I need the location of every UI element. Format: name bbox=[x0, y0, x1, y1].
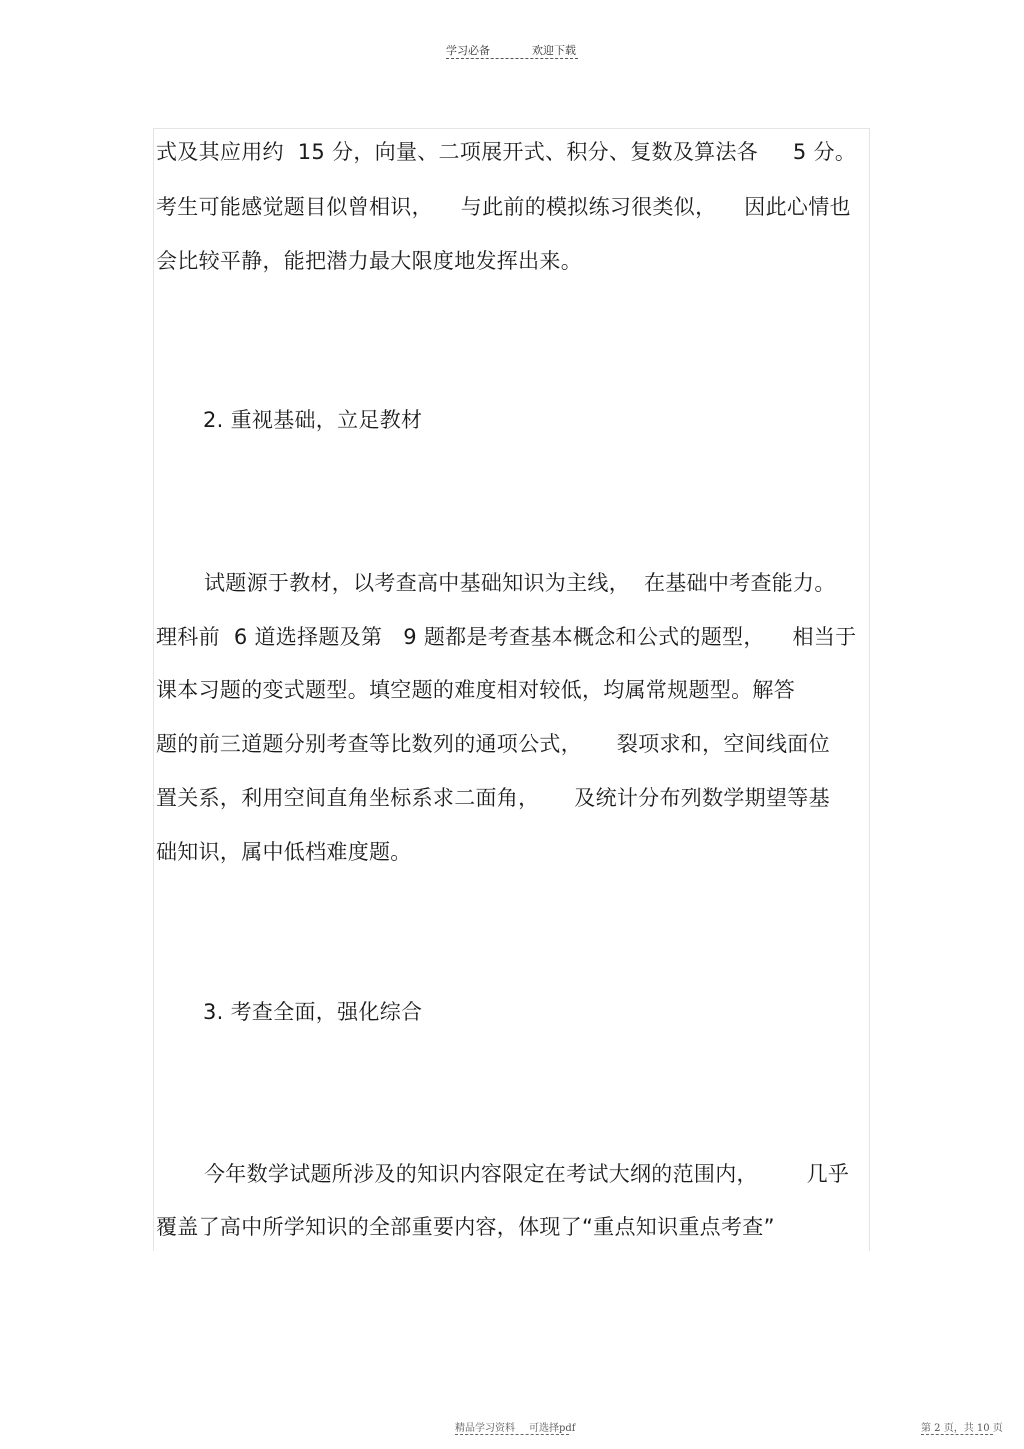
footer-center-divider bbox=[455, 1434, 569, 1435]
page-header bbox=[446, 42, 578, 62]
footer-center bbox=[455, 1419, 576, 1434]
page-footer bbox=[0, 1419, 1024, 1439]
footer-right-text: 可选择pdf bbox=[529, 1423, 576, 1434]
page-number: 第 2 页，共 10 页 bbox=[921, 1423, 1003, 1434]
paragraph-2-line-2: 理科前 6 道选择题及第 9 题都是考查基本概念和公式的题型， 相当于 bbox=[156, 625, 857, 649]
paragraph-2-line-1: 试题源于教材，以考查高中基础知识为主线， 在基础中考查能力。 bbox=[204, 571, 836, 595]
footer-left-text: 精品学习资料 bbox=[455, 1423, 515, 1434]
section-heading-3: 3. 考查全面，强化综合 bbox=[203, 1000, 423, 1024]
paragraph-2-line-6: 础知识，属中低档难度题。 bbox=[156, 840, 412, 864]
header-right-text: 欢迎下载 bbox=[532, 44, 576, 57]
paragraph-1-line-2: 考生可能感觉题目似曾相识， 与此前的模拟练习很类似， 因此心情也 bbox=[156, 195, 851, 219]
section-heading-2: 2. 重视基础，立足教材 bbox=[203, 408, 423, 432]
paragraph-3-line-2: 覆盖了高中所学知识的全部重要内容，体现了“重点知识重点考查” bbox=[156, 1215, 775, 1239]
page-number-divider bbox=[921, 1434, 993, 1435]
paragraph-3-line-1: 今年数学试题所涉及的知识内容限定在考试大纲的范围内， 几乎 bbox=[204, 1162, 850, 1186]
paragraph-2-line-4: 题的前三道题分别考查等比数列的通项公式， 裂项求和，空间线面位 bbox=[156, 732, 830, 756]
paragraph-1-line-3: 会比较平静，能把潜力最大限度地发挥出来。 bbox=[156, 249, 582, 273]
paragraph-2-line-3: 课本习题的变式题型。填空题的难度相对较低，均属常规题型。解答 bbox=[156, 678, 795, 702]
paragraph-2-line-5: 置关系，利用空间直角坐标系求二面角， 及统计分布列数学期望等基 bbox=[156, 786, 830, 810]
header-left-text: 学习必备 bbox=[446, 44, 490, 57]
header-divider bbox=[446, 58, 578, 59]
paragraph-1-line-1: 式及其应用约 15 分，向量、二项展开式、积分、复数及算法各 5 分。 bbox=[156, 140, 857, 164]
